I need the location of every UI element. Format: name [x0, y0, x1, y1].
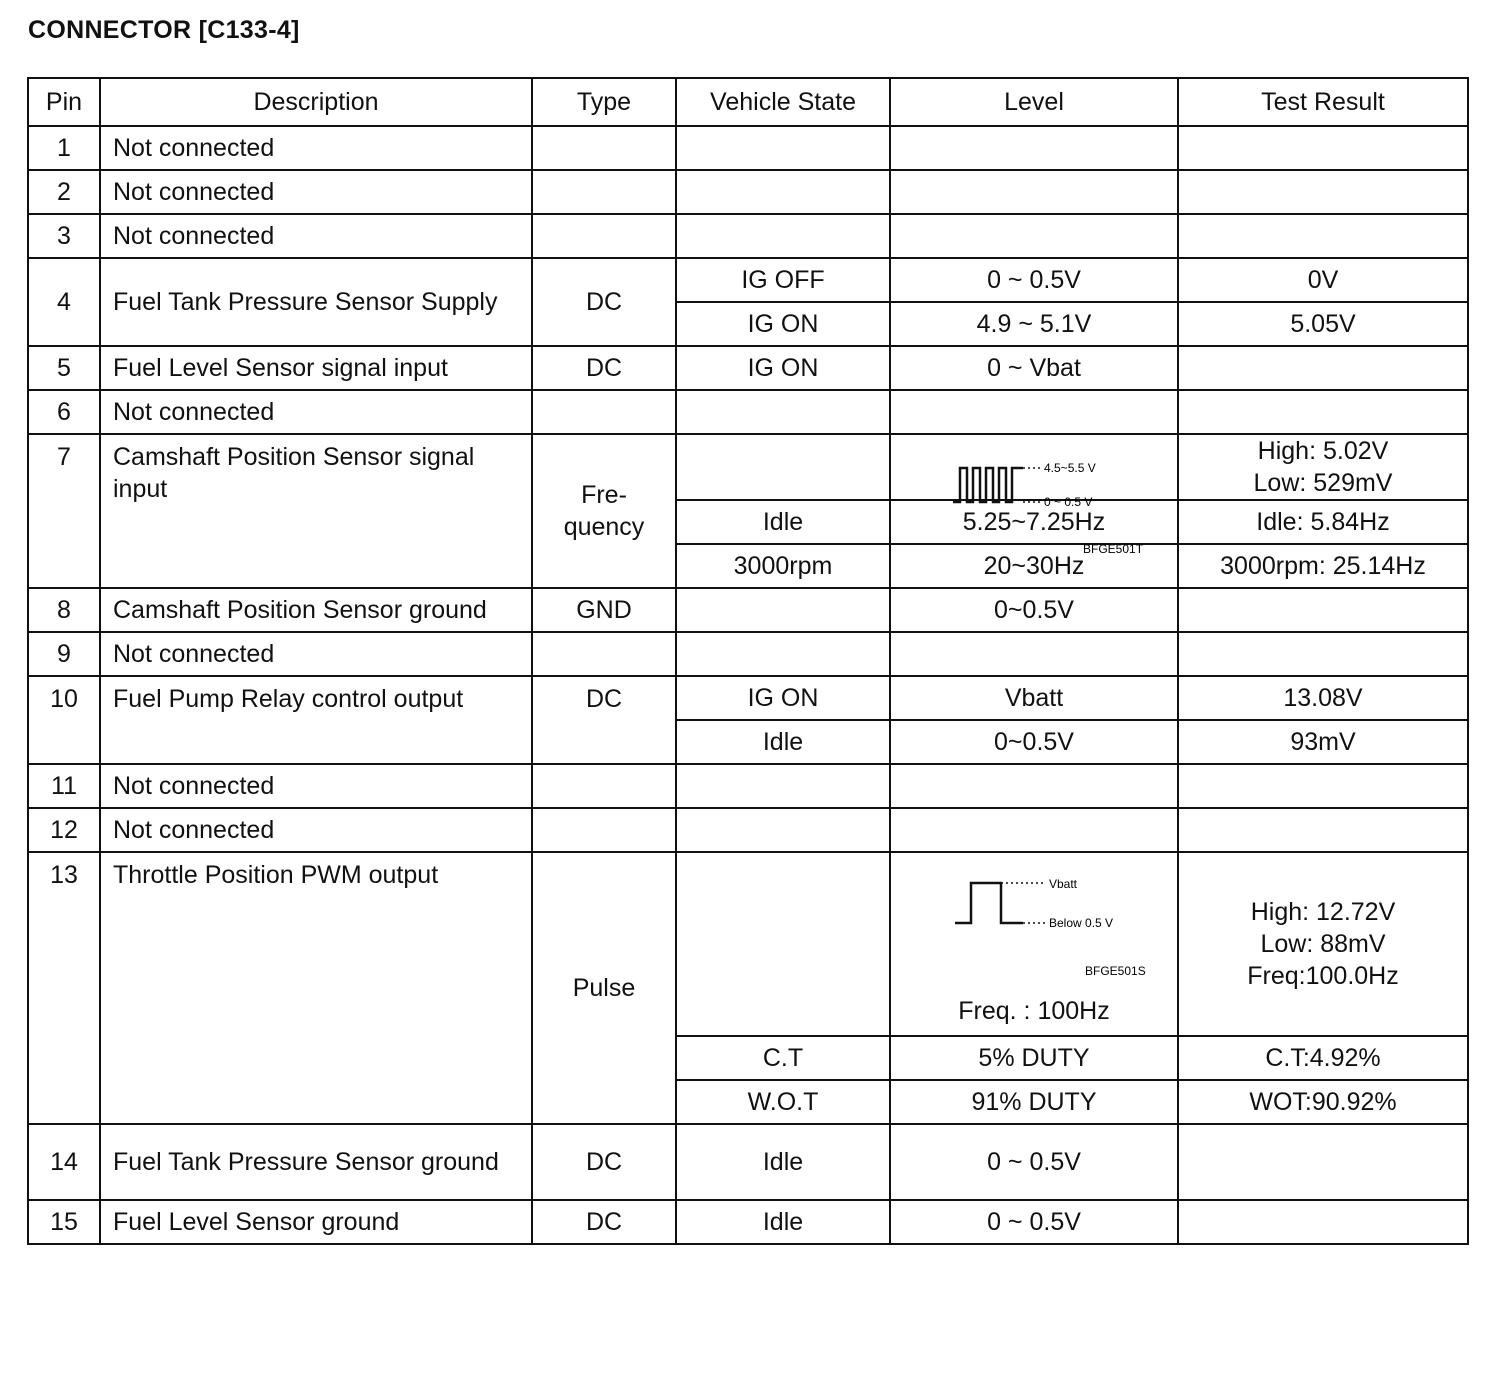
- table-row: [28, 434, 1468, 500]
- vehicle-state: IG OFF: [676, 258, 890, 302]
- pin-description: Camshaft Position Sensor ground: [100, 588, 532, 632]
- vehicle-state: W.O.T: [676, 1080, 890, 1124]
- header-description: Description: [100, 78, 532, 126]
- table-row: [28, 390, 1468, 434]
- table-row: [28, 676, 1468, 720]
- result-high: High: 5.02V: [1257, 437, 1389, 465]
- pin-number: 7: [28, 434, 100, 588]
- pin-number: 5: [28, 346, 100, 390]
- level-value: 0~0.5V: [890, 720, 1178, 764]
- type-line: quency: [563, 513, 645, 541]
- pin-number: 1: [28, 126, 100, 170]
- header-type: Type: [532, 78, 676, 126]
- header-row: [28, 78, 1468, 126]
- level-value: 0~0.5V: [890, 588, 1178, 632]
- pin-description: Not connected: [100, 764, 532, 808]
- pin-type: DC: [532, 1200, 676, 1244]
- pin-number: 4: [28, 258, 100, 346]
- vehicle-state: Idle: [676, 1200, 890, 1244]
- pin-number: 10: [28, 676, 100, 764]
- test-result: Idle: 5.84Hz: [1178, 500, 1468, 544]
- test-result: 13.08V: [1178, 676, 1468, 720]
- level-value: 91% DUTY: [890, 1080, 1178, 1124]
- pin-number: 13: [28, 852, 100, 1124]
- pin-description: Fuel Tank Pressure Sensor Supply: [100, 258, 532, 346]
- type-line: Fre-: [581, 481, 627, 509]
- pin-number: 15: [28, 1200, 100, 1244]
- test-result: WOT:90.92%: [1178, 1080, 1468, 1124]
- table-row: [28, 1200, 1468, 1244]
- level-value: 5.25~7.25Hz: [890, 500, 1178, 544]
- pin-type: DC: [532, 1124, 676, 1200]
- pin-number: 3: [28, 214, 100, 258]
- pin-number: 14: [28, 1124, 100, 1200]
- wave-low-label: Below 0.5 V: [1049, 916, 1114, 930]
- pin-type: GND: [532, 588, 676, 632]
- pin-number: 6: [28, 390, 100, 434]
- table-row: [28, 588, 1468, 632]
- pin-description: Camshaft Position Sensor signal input: [100, 434, 532, 588]
- vehicle-state: IG ON: [676, 346, 890, 390]
- pin-description: Not connected: [100, 808, 532, 852]
- figure-code: BFGE501S: [1085, 964, 1146, 978]
- level-value: 0 ~ 0.5V: [890, 258, 1178, 302]
- wave-high-label: 4.5~5.5 V: [1044, 461, 1096, 475]
- level-value: 0 ~ Vbat: [890, 346, 1178, 390]
- pin-number: 9: [28, 632, 100, 676]
- vehicle-state: Idle: [676, 1124, 890, 1200]
- test-result: C.T:4.92%: [1178, 1036, 1468, 1080]
- waveform-square-icon: [891, 435, 1177, 567]
- pin-number: 11: [28, 764, 100, 808]
- pin-description: Not connected: [100, 390, 532, 434]
- waveform-pulse-icon: [891, 853, 1177, 993]
- connector-pin-table: [27, 77, 1469, 1245]
- wave-low-label: 0 ~ 0.5 V: [1044, 495, 1093, 509]
- pin-description: Fuel Tank Pressure Sensor ground: [100, 1124, 532, 1200]
- table-row: [28, 1124, 1468, 1200]
- table-row: [28, 170, 1468, 214]
- level-value: Vbatt: [890, 676, 1178, 720]
- pin-type: DC: [532, 258, 676, 346]
- pin-number: 12: [28, 808, 100, 852]
- test-result: 5.05V: [1178, 302, 1468, 346]
- table-row: [28, 852, 1468, 1036]
- connector-title: CONNECTOR [C133-4]: [28, 16, 300, 44]
- vehicle-state: IG ON: [676, 302, 890, 346]
- test-result: 0V: [1178, 258, 1468, 302]
- vehicle-state: 3000rpm: [676, 544, 890, 588]
- pin-description: Fuel Level Sensor signal input: [100, 346, 532, 390]
- pin-number: 2: [28, 170, 100, 214]
- result-high: High: 12.72V: [1250, 898, 1396, 926]
- vehicle-state: C.T: [676, 1036, 890, 1080]
- wave-high-label: Vbatt: [1049, 877, 1078, 891]
- pin-type: [532, 434, 676, 588]
- test-result: [1178, 852, 1468, 1036]
- result-low: Low: 88mV: [1260, 930, 1386, 958]
- vehicle-state: IG ON: [676, 676, 890, 720]
- figure-code: BFGE501T: [1083, 542, 1144, 556]
- pin-number: 8: [28, 588, 100, 632]
- test-result: [1178, 434, 1468, 500]
- test-result: 3000rpm: 25.14Hz: [1178, 544, 1468, 588]
- header-pin: Pin: [28, 78, 100, 126]
- vehicle-state: Idle: [676, 500, 890, 544]
- pin-description: Not connected: [100, 214, 532, 258]
- level-value: 20~30Hz: [890, 544, 1178, 588]
- pin-description: Fuel Level Sensor ground: [100, 1200, 532, 1244]
- table-row: [28, 808, 1468, 852]
- header-test-result: Test Result: [1178, 78, 1468, 126]
- pulse-frequency: Freq. : 100Hz: [958, 997, 1110, 1025]
- pin-description: Fuel Pump Relay control output: [100, 676, 532, 764]
- table-row: [28, 346, 1468, 390]
- pin-description: Not connected: [100, 632, 532, 676]
- header-level: Level: [890, 78, 1178, 126]
- pin-description: Throttle Position PWM output: [100, 852, 532, 1124]
- pin-type: DC: [532, 346, 676, 390]
- table-row: [28, 258, 1468, 302]
- pulse-wave-diagram: [890, 852, 1178, 1036]
- pin-type: Pulse: [532, 852, 676, 1124]
- vehicle-state: Idle: [676, 720, 890, 764]
- pin-description: Not connected: [100, 170, 532, 214]
- table-row: [28, 632, 1468, 676]
- result-freq: Freq:100.0Hz: [1247, 962, 1399, 990]
- table-row: [28, 126, 1468, 170]
- test-result: 93mV: [1178, 720, 1468, 764]
- table-row: [28, 764, 1468, 808]
- level-value: 0 ~ 0.5V: [890, 1124, 1178, 1200]
- level-value: 0 ~ 0.5V: [890, 1200, 1178, 1244]
- result-low: Low: 529mV: [1253, 469, 1393, 497]
- level-value: 5% DUTY: [890, 1036, 1178, 1080]
- table-row: [28, 214, 1468, 258]
- level-value: 4.9 ~ 5.1V: [890, 302, 1178, 346]
- header-vehicle-state: Vehicle State: [676, 78, 890, 126]
- pin-type: DC: [532, 676, 676, 764]
- pin-description: Not connected: [100, 126, 532, 170]
